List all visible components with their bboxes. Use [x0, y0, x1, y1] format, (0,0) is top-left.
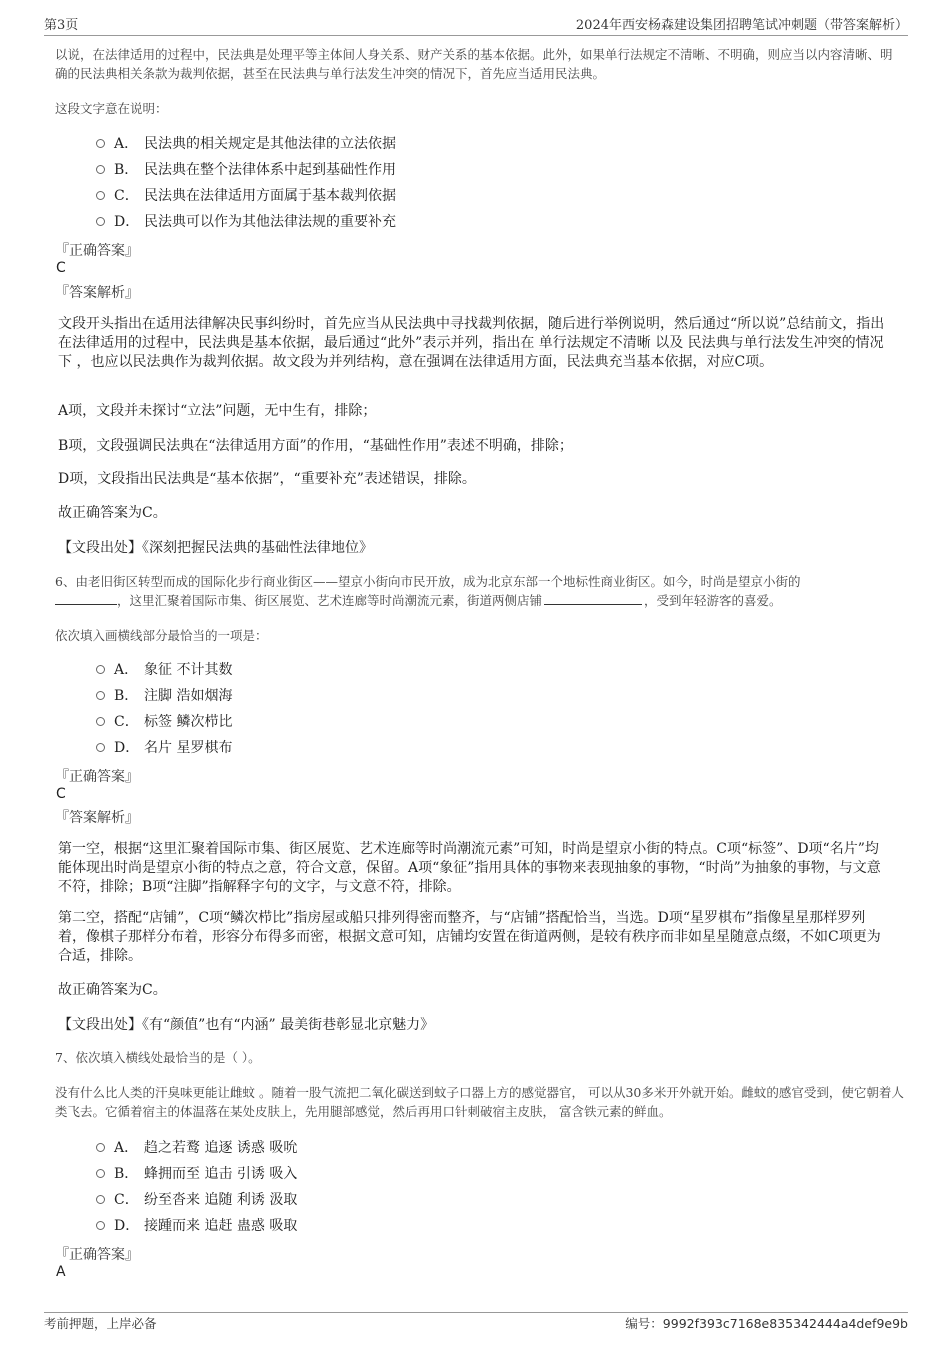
q6-option-c[interactable]: C． 标签 鳞次栉比 [96, 713, 232, 731]
q7-option-a[interactable]: A． 趋之若鹜 追逐 诱惑 吸吮 [96, 1139, 297, 1157]
radio-icon[interactable] [96, 743, 105, 752]
document-title: 2024年西安杨森建设集团招聘笔试冲刺题（带答案解析） [575, 18, 908, 33]
radio-icon[interactable] [96, 165, 105, 174]
q7-answer: A [56, 1264, 66, 1280]
q6-answer: C [56, 786, 66, 802]
q6-option-a[interactable]: A． 象征 不计其数 [96, 661, 232, 679]
q5-passage-end: 以说，在法律适用的过程中，民法典是处理平等主体间人身关系、财产关系的基本依据。此外，如果单行法规定不清晰、不明确，则应当以内容清晰、明确的民法典相关条款为裁判依据，甚至在民法典与单行法发生冲突的情况下，首先应当适用民法典。 [55, 47, 893, 81]
radio-icon[interactable] [96, 191, 105, 200]
footer-divider [44, 1312, 908, 1313]
q7-option-c[interactable]: C． 纷至沓来 追随 利诱 汲取 [96, 1191, 297, 1209]
q6-analysis-second-blank: 第二空，搭配“店铺”，C项“鳞次栉比”指房屋或船只排列得密而整齐，与“店铺”搭配恰当，当选。D项“星罗棋布”指像星星那样罗列着，像棋子那样分布着，形容分布得多而密，根据文意可知，店铺均安置在街道两侧，是较有秩序而非如星星随意点缀，不如C项更为合适，排除。 [58, 910, 881, 964]
q5-option-d[interactable]: D． 民法典可以作为其他法律法规的重要补充 [96, 213, 396, 231]
q5-analysis-option-d: D项，文段指出民法典是“基本依据”，“重要补充”表述错误，排除。 [58, 471, 476, 487]
q6-stem: 依次填入画横线部分最恰当的一项是： [55, 628, 268, 643]
q5-option-a[interactable]: A． 民法典的相关规定是其他法律的立法依据 [96, 135, 396, 153]
radio-icon[interactable] [96, 691, 105, 700]
q5-analysis-option-a: A项，文段并未探讨“立法”问题，无中生有，排除； [58, 403, 377, 419]
q5-analysis-label: 『答案解析』 [55, 285, 139, 301]
q6-option-d[interactable]: D． 名片 星罗棋布 [96, 739, 232, 757]
q5-answer-label: 『正确答案』 [55, 243, 139, 259]
q6-source: 【文段出处】《有“颜值”也有“内涵” 最美街巷彰显北京魅力》 [58, 1017, 435, 1033]
radio-icon[interactable] [96, 1221, 105, 1230]
radio-icon[interactable] [96, 665, 105, 674]
radio-icon[interactable] [96, 139, 105, 148]
q5-analysis-conclusion: 故正确答案为C。 [58, 505, 167, 521]
page-number: 第3页 [44, 18, 79, 33]
radio-icon[interactable] [96, 217, 105, 226]
q7-stem: 7、依次填入横线处最恰当的是（ ）。 [55, 1050, 261, 1065]
radio-icon[interactable] [96, 1169, 105, 1178]
q5-answer: C [56, 260, 66, 276]
q6-analysis-label: 『答案解析』 [55, 810, 139, 826]
q6-blank-2 [544, 593, 642, 605]
radio-icon[interactable] [96, 1195, 105, 1204]
q6-analysis-conclusion: 故正确答案为C。 [58, 982, 167, 998]
q5-analysis-paragraph: 文段开头指出在适用法律解决民事纠纷时，首先应当从民法典中寻找裁判依据，随后进行举例说明，然后通过“所以说”总结前文，指出在法律适用的过程中，民法典是基本依据，最后通过“此外”表示并列，指出在 单行法规定不清晰 以及 民法典与单行法发生冲突的情况下 ，也应以民法典作为裁判依据。故文段为并列结构，意在强调在法律适用方面，民法典充当基本依据，对应C项。 [58, 316, 885, 370]
q5-analysis-option-b: B项，文段强调民法典在“法律适用方面”的作用，“基础性作用”表述不明确，排除； [58, 438, 573, 454]
q5-stem: 这段文字意在说明： [55, 101, 168, 116]
q6-blank-1 [55, 593, 117, 605]
header-divider [44, 35, 908, 36]
q6-answer-label: 『正确答案』 [55, 769, 139, 785]
q6-option-b[interactable]: B． 注脚 浩如烟海 [96, 687, 232, 705]
radio-icon[interactable] [96, 717, 105, 726]
q5-source: 【文段出处】《深刻把握民法典的基础性法律地位》 [58, 540, 373, 556]
q5-option-c[interactable]: C． 民法典在法律适用方面属于基本裁判依据 [96, 187, 396, 205]
footer-code: 编号：9992f393c7168e835342444a4def9e9b [625, 1316, 908, 1331]
radio-icon[interactable] [96, 1143, 105, 1152]
q6-stem-line2: ，这里汇聚着国际市集、街区展览、艺术连廊等时尚潮流元素，街道两侧店铺 ，受到年轻游客的喜爱。 [55, 591, 782, 610]
q7-option-d[interactable]: D． 接踵而来 追赶 蛊惑 吸取 [96, 1217, 297, 1235]
q6-analysis-first-blank: 第一空，根据“这里汇聚着国际市集、街区展览、艺术连廊等时尚潮流元素”可知，时尚是望京小街的特点。C项“标签”、D项“名片”均能体现出时尚是望京小街的特点之意，符合文意，保留。A项“象征”指用具体的事物来表现抽象的事物，“时尚”为抽象的事物，与文意不符，排除；B项“注脚”指解释字句的文字，与文意不符，排除。 [58, 841, 881, 895]
q7-passage: 没有什么比人类的汗臭味更能让雌蚊 。随着一股气流把二氧化碳送到蚊子口器上方的感觉器官， 可以从30多米开外就开始。雌蚊的感官受到，使它朝着人类飞去。它循着宿主的体温落在某处皮肤上，先用腿部感觉，然后再用口针刺破宿主皮肤， 富含铁元素的鲜血。 [55, 1085, 904, 1119]
q7-answer-label: 『正确答案』 [55, 1247, 139, 1263]
q7-option-b[interactable]: B． 蜂拥而至 追击 引诱 吸入 [96, 1165, 297, 1183]
q5-option-b[interactable]: B． 民法典在整个法律体系中起到基础性作用 [96, 161, 396, 179]
q6-stem-line1: 6、由老旧街区转型而成的国际化步行商业街区——望京小街向市民开放，成为北京东部一个地标性商业街区。如今，时尚是望京小街的 [55, 574, 801, 589]
footer-slogan: 考前押题，上岸必备 [44, 1316, 157, 1331]
